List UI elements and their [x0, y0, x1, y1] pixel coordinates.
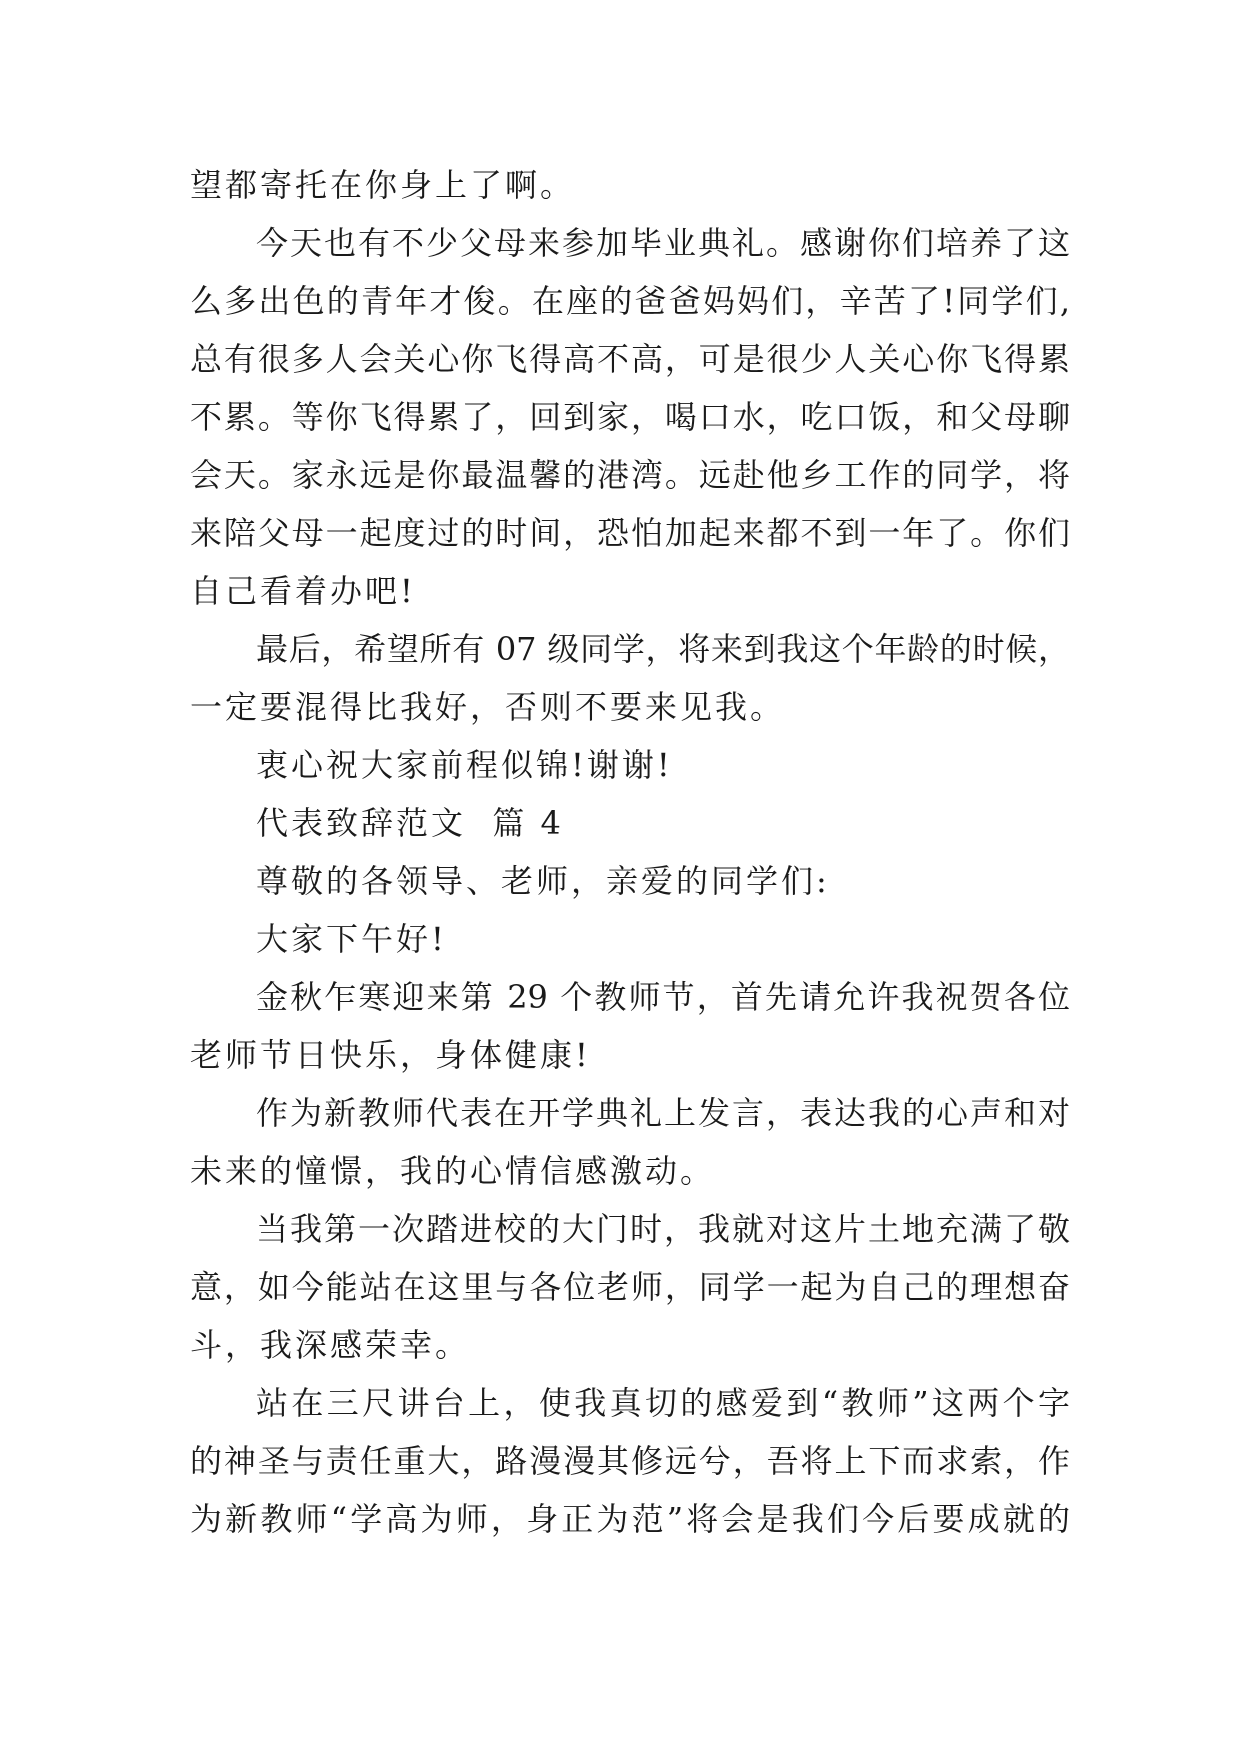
text-line-content: 的神圣与责任重大，路漫漫其修远兮，吾将上下而求索，作	[190, 1442, 1070, 1480]
text-line	[190, 272, 1070, 330]
text-line: 大家下午好!	[256, 920, 447, 958]
text-line-content: 当我第一次踏进校的大门时，我就对这片土地充满了敬	[256, 1210, 1070, 1248]
text-line-content: 金秋乍寒迎来第 29 个教师节，首先请允许我祝贺各位	[256, 978, 1070, 1016]
text-line	[190, 330, 1070, 388]
section-heading	[190, 794, 1070, 852]
paragraph	[190, 736, 1070, 794]
text-line: 未来的憧憬，我的心情信感激动。	[190, 1152, 716, 1190]
text-line	[190, 446, 1070, 504]
text-line: 衷心祝大家前程似锦!谢谢!	[256, 746, 673, 784]
text-line: 自己看着办吧!	[190, 572, 416, 610]
text-line: 一定要混得比我好，否则不要来见我。	[190, 688, 786, 726]
text-line	[190, 968, 1070, 1026]
text-line-content: 么多出色的青年才俊。在座的爸爸妈妈们，辛苦了!同学们,	[190, 282, 1070, 320]
text-line-content: 最后，希望所有 07 级同学，将来到我这个年龄的时候，	[256, 630, 1070, 668]
text-line	[190, 1374, 1070, 1432]
salutation	[190, 852, 1070, 910]
text-line-content: 来陪父母一起度过的时间，恐怕加起来都不到一年了。你们	[190, 514, 1070, 552]
text-line	[190, 214, 1070, 272]
text-line	[190, 1258, 1070, 1316]
paragraph	[190, 156, 1070, 214]
text-line	[190, 620, 1070, 678]
paragraph	[190, 214, 1070, 620]
text-line-content: 意，如今能站在这里与各位老师，同学一起为自己的理想奋	[190, 1268, 1070, 1306]
text-line-content: 今天也有不少父母来参加毕业典礼。感谢你们培养了这	[256, 224, 1070, 262]
paragraph	[190, 620, 1070, 736]
paragraph	[190, 1374, 1070, 1548]
text-line	[190, 1200, 1070, 1258]
text-line-content: 站在三尺讲台上，使我真切的感爱到“教师”这两个字	[256, 1384, 1070, 1422]
paragraph	[190, 1200, 1070, 1374]
text-line: 老师节日快乐，身体健康!	[190, 1036, 591, 1074]
paragraph	[190, 1084, 1070, 1200]
paragraph	[190, 968, 1070, 1084]
text-line: 望都寄托在你身上了啊。	[190, 166, 576, 204]
text-line: 代表致辞范文 篇 4	[256, 804, 564, 842]
text-line-content: 总有很多人会关心你飞得高不高，可是很少人关心你飞得累	[190, 340, 1070, 378]
text-line-content: 不累。等你飞得累了，回到家，喝口水，吃口饭，和父母聊	[190, 398, 1070, 436]
text-line-content: 为新教师“学高为师，身正为范”将会是我们今后要成就的	[190, 1500, 1070, 1538]
text-line	[190, 1432, 1070, 1490]
text-line-content: 会天。家永远是你最温馨的港湾。远赴他乡工作的同学，将	[190, 456, 1070, 494]
text-line: 斗，我深感荣幸。	[190, 1326, 471, 1364]
text-line	[190, 1490, 1070, 1548]
document-body	[190, 156, 1070, 1548]
text-line: 尊敬的各领导、老师，亲爱的同学们:	[256, 862, 830, 900]
text-line	[190, 504, 1070, 562]
greeting	[190, 910, 1070, 968]
text-line	[190, 388, 1070, 446]
text-line-content: 作为新教师代表在开学典礼上发言，表达我的心声和对	[256, 1094, 1070, 1132]
text-line	[190, 1084, 1070, 1142]
